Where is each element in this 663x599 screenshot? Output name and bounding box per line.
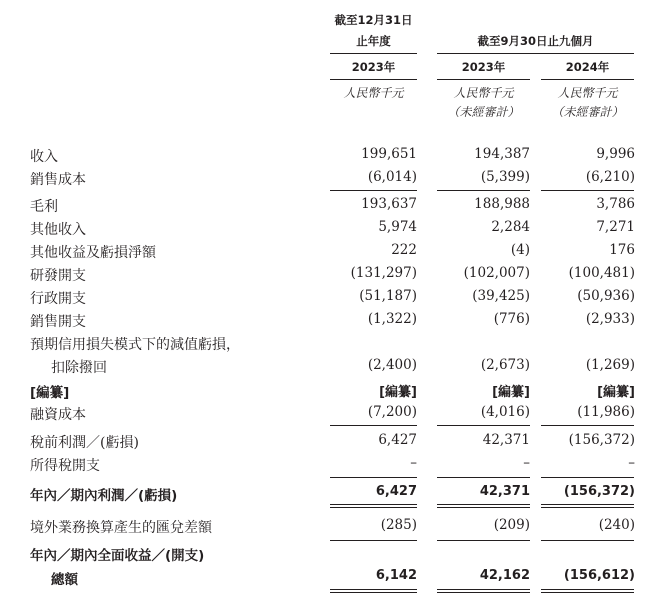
- year-rule-col1: [330, 79, 417, 80]
- total-comprehensive-2023-annual: 6,142: [375, 568, 417, 583]
- revenue-2024-nine-month: 9,996: [596, 146, 635, 162]
- total-double-rule-b-col1: [330, 592, 417, 593]
- year-rule-col2: [437, 79, 530, 80]
- pbt-rule-col1: [330, 425, 417, 426]
- row-label-finance-costs: 融資成本: [30, 407, 86, 423]
- fx-2023-nine-month: (209): [493, 517, 530, 533]
- tax-2023-annual: –: [410, 455, 417, 471]
- profit-double-rule-b-col1: [330, 507, 417, 508]
- cost-of-sales-2023-annual: (6,014): [367, 169, 417, 185]
- other-gains-2023-nine-month: (4): [510, 242, 530, 258]
- pbt-rule-col3: [541, 425, 634, 426]
- gross-profit-2023-nine-month: 188,988: [474, 196, 530, 212]
- row-label-cost-of-sales: 銷售成本: [30, 172, 86, 188]
- cost-of-sales-2023-nine-month: (5,399): [480, 169, 530, 185]
- year-2023-annual: 2023年: [351, 60, 396, 74]
- profit-2023-nine-month: 42,371: [479, 484, 530, 499]
- tax-2023-nine-month: –: [523, 455, 530, 471]
- row-label-total-comprehensive-line2: 總額: [51, 572, 78, 588]
- total-comprehensive-2024-nine-month: (156,612): [563, 568, 635, 583]
- audit-note-col3: （未經審計）: [551, 105, 624, 119]
- total-double-rule-b-col3: [541, 592, 634, 593]
- row-label-fx-difference: 境外業務換算產生的匯兌差額: [30, 520, 212, 536]
- profit-2023-annual: 6,427: [375, 484, 417, 499]
- row-label-redacted: [編纂]: [30, 385, 70, 401]
- header-rule-col1: [330, 53, 417, 54]
- total-rule-col3: [541, 540, 634, 541]
- rnd-2023-nine-month: (102,007): [463, 265, 530, 281]
- admin-2024-nine-month: (50,936): [577, 288, 635, 304]
- total-comprehensive-2023-nine-month: 42,162: [479, 568, 530, 583]
- row-label-gross-profit: 毛利: [30, 199, 58, 215]
- total-double-rule-a-col2: [437, 589, 530, 590]
- total-double-rule-a-col1: [330, 589, 417, 590]
- profit-rule-col2: [437, 477, 530, 478]
- subtotal-rule-col1: [330, 190, 417, 191]
- gross-profit-2024-nine-month: 3,786: [596, 196, 635, 212]
- other-income-2024-nine-month: 7,271: [596, 219, 635, 235]
- total-rule-col2: [437, 540, 530, 541]
- tax-2024-nine-month: –: [628, 455, 635, 471]
- row-label-admin-expenses: 行政開支: [30, 291, 86, 307]
- profit-2024-nine-month: (156,372): [563, 484, 635, 499]
- profit-rule-col1: [330, 477, 417, 478]
- row-label-impairment-line1: 預期信用損失模式下的減值虧損，: [30, 337, 240, 353]
- finance-costs-2024-nine-month: (11,986): [577, 404, 635, 420]
- impairment-2023-nine-month: (2,673): [480, 357, 530, 373]
- currency-col1: 人民幣千元: [343, 86, 404, 100]
- redacted-2024-nine-month: [編纂]: [597, 385, 635, 400]
- row-label-other-income: 其他收入: [30, 222, 86, 238]
- row-label-profit-before-tax: 稅前利潤／(虧損): [30, 435, 139, 451]
- pbt-2023-nine-month: 42,371: [482, 432, 530, 448]
- total-rule-col1: [330, 540, 417, 541]
- currency-col2: 人民幣千元: [453, 86, 514, 100]
- nine-month-group-title: 截至9月30日止九個月: [477, 34, 594, 48]
- redacted-2023-nine-month: [編纂]: [492, 385, 530, 400]
- finance-costs-2023-annual: (7,200): [367, 404, 417, 420]
- impairment-2023-annual: (2,400): [367, 357, 417, 373]
- profit-double-rule-b-col2: [437, 507, 530, 508]
- pbt-rule-col2: [437, 425, 530, 426]
- row-label-other-gains-losses: 其他收益及虧損淨額: [30, 245, 156, 261]
- col1-period-line2: 止年度: [356, 34, 391, 48]
- fx-2023-annual: (285): [380, 517, 417, 533]
- profit-double-rule-a-col1: [330, 504, 417, 505]
- year-rule-col3: [541, 79, 634, 80]
- gross-profit-2023-annual: 193,637: [361, 196, 417, 212]
- revenue-2023-annual: 199,651: [361, 146, 417, 162]
- other-income-2023-annual: 5,974: [378, 219, 417, 235]
- row-label-selling-expenses: 銷售開支: [30, 314, 86, 330]
- revenue-2023-nine-month: 194,387: [474, 146, 530, 162]
- total-double-rule-b-col2: [437, 592, 530, 593]
- profit-double-rule-a-col2: [437, 504, 530, 505]
- selling-2024-nine-month: (2,933): [585, 311, 635, 327]
- other-gains-2024-nine-month: 176: [609, 242, 635, 258]
- rnd-2024-nine-month: (100,481): [568, 265, 635, 281]
- year-2024-nine-month: 2024年: [565, 60, 610, 74]
- row-label-income-tax: 所得稅開支: [30, 458, 100, 474]
- col1-period-line1: 截至12月31日: [334, 13, 413, 27]
- admin-2023-nine-month: (39,425): [472, 288, 530, 304]
- rnd-2023-annual: (131,297): [350, 265, 417, 281]
- cost-of-sales-2024-nine-month: (6,210): [585, 169, 635, 185]
- profit-double-rule-a-col3: [541, 504, 634, 505]
- subtotal-rule-col2: [437, 190, 530, 191]
- total-double-rule-a-col3: [541, 589, 634, 590]
- row-label-revenue: 收入: [30, 149, 58, 165]
- audit-note-col2: （未經審計）: [447, 105, 520, 119]
- other-income-2023-nine-month: 2,284: [491, 219, 530, 235]
- row-label-rnd-expenses: 研發開支: [30, 268, 86, 284]
- admin-2023-annual: (51,187): [359, 288, 417, 304]
- pbt-2024-nine-month: (156,372): [568, 432, 635, 448]
- row-label-total-comprehensive-line1: 年內／期內全面收益／(開支): [30, 548, 205, 564]
- year-2023-nine-month: 2023年: [461, 60, 506, 74]
- selling-2023-nine-month: (776): [493, 311, 530, 327]
- pbt-2023-annual: 6,427: [378, 432, 417, 448]
- selling-2023-annual: (1,322): [367, 311, 417, 327]
- fx-2024-nine-month: (240): [598, 517, 635, 533]
- finance-costs-2023-nine-month: (4,016): [480, 404, 530, 420]
- impairment-2024-nine-month: (1,269): [585, 357, 635, 373]
- subtotal-rule-col3: [541, 190, 634, 191]
- profit-double-rule-b-col3: [541, 507, 634, 508]
- row-label-impairment-line2: 扣除撥回: [51, 360, 107, 376]
- other-gains-2023-annual: 222: [391, 242, 417, 258]
- profit-rule-col3: [541, 477, 634, 478]
- header-rule-group: [437, 53, 634, 54]
- redacted-2023-annual: [編纂]: [379, 385, 417, 400]
- row-label-profit-for-period: 年內／期內利潤／(虧損): [30, 488, 178, 504]
- currency-col3: 人民幣千元: [557, 86, 618, 100]
